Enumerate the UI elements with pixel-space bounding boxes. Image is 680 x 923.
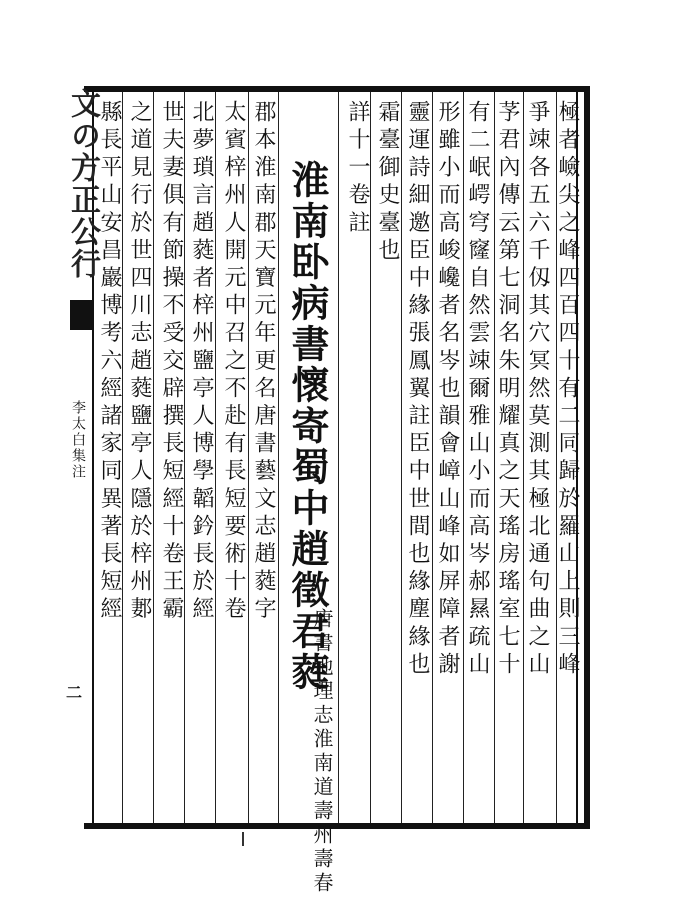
column-rule xyxy=(370,92,371,823)
column-rule xyxy=(523,92,524,823)
column-rule xyxy=(248,92,249,823)
text-column-3: 芧君內傳云第七洞名朱明耀真之天瑤房瑤室七十 xyxy=(495,100,520,680)
column-rule xyxy=(215,92,216,823)
text-column-14: 世夫妻俱有節操不受交辟撰長短經十卷王霸 xyxy=(159,100,184,625)
column-rule xyxy=(184,92,185,823)
text-column-13: 北夢瑣言趙蕤者梓州鹽亭人博學韜鈐長於經 xyxy=(189,100,214,625)
text-column-15: 之道見行於世四川志趙蕤鹽亭人隱於梓州郪 xyxy=(127,100,152,625)
text-column-12: 太賓梓州人開元中召之不赴有長短要術十卷 xyxy=(221,100,246,625)
text-column-8: 詳十一卷註 xyxy=(345,100,370,238)
column-rule xyxy=(432,92,433,823)
column-rule xyxy=(278,92,279,823)
text-column-2: 爭竦各五六千仭其穴冥然莫測其極北通句曲之山 xyxy=(525,100,550,680)
fold-fishtail-mark xyxy=(70,300,92,330)
text-column-1: 極者嶮尖之峰四百四十有二同歸於羅山上則三峰 xyxy=(555,100,580,680)
text-column-5: 形雖小而高峻巉者名岑也韻會嶂山峰如屏障者謝 xyxy=(435,100,460,680)
frame-bottom-border xyxy=(84,823,590,829)
text-column-4: 有二岷崿穹窿自然雲竦爾雅山小而高岑郝㬎疏山 xyxy=(465,100,490,680)
column-rule xyxy=(401,92,402,823)
title-annotation: 唐書地理志淮南道壽州壽春 xyxy=(310,608,334,896)
fold-header: 文の方正公行 xyxy=(65,88,100,280)
ink-mark xyxy=(242,832,244,846)
text-column-11: 郡本淮南郡天寶元年更名唐書藝文志趙蕤字 xyxy=(251,100,276,625)
text-column-6: 靈運詩細邀臣中緣張鳳翼註臣中世間也緣塵緣也 xyxy=(405,100,430,680)
text-column-16: 縣長平山安昌巖博考六經諸家同異著長短經 xyxy=(97,100,122,625)
column-rule xyxy=(153,92,154,823)
column-rule xyxy=(338,92,339,823)
column-rule xyxy=(463,92,464,823)
column-rule xyxy=(122,92,123,823)
fold-book-title: 李太白集注 xyxy=(70,400,86,480)
frame-top-border xyxy=(84,86,590,92)
poem-title: 淮南卧病書懷寄蜀中趙徵君蕤 xyxy=(285,160,330,693)
frame-right-border xyxy=(584,86,590,829)
fold-page-number: 二 xyxy=(66,683,83,702)
text-column-7: 霜臺御史臺也 xyxy=(375,100,400,266)
